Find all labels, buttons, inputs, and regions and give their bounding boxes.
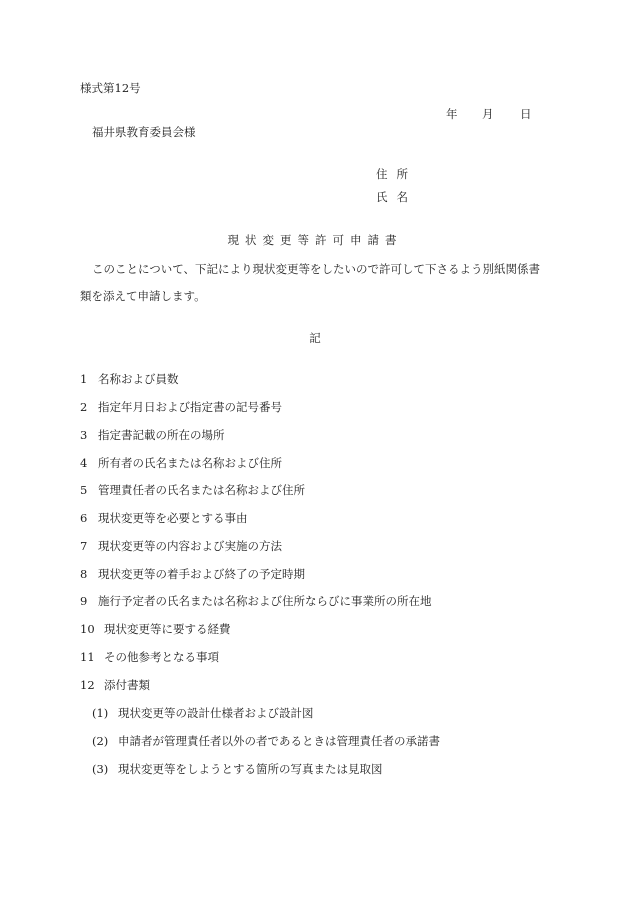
- list-item: [80, 622, 231, 636]
- ki-heading: 記: [309, 331, 321, 345]
- list-item: [80, 483, 305, 497]
- item-number: 11: [80, 650, 95, 664]
- item-number: 4: [80, 456, 88, 470]
- item-text: 管理責任者の氏名または名称および住所: [98, 483, 305, 497]
- item-number: 2: [80, 400, 88, 414]
- attachment-text: 申請者が管理責任者以外の者であるときは管理責任者の承諾書: [118, 734, 440, 748]
- list-item: [80, 428, 225, 442]
- item-number: 1: [80, 372, 88, 386]
- item-number: 8: [80, 567, 88, 581]
- item-text: その他参考となる事項: [104, 650, 219, 664]
- item-text: 添付書類: [104, 678, 150, 692]
- list-item: [80, 567, 305, 581]
- item-number: 6: [80, 511, 88, 525]
- list-item: [80, 511, 248, 525]
- item-text: 現状変更等の着手および終了の予定時期: [98, 567, 305, 581]
- attachment-number: (3): [92, 762, 109, 776]
- item-number: 5: [80, 483, 88, 497]
- item-number: 10: [80, 622, 95, 636]
- attachment-number: (2): [92, 734, 109, 748]
- address-label: 住所: [376, 167, 417, 181]
- item-number: 7: [80, 539, 88, 553]
- item-text: 現状変更等を必要とする事由: [98, 511, 248, 525]
- item-number: 9: [80, 594, 88, 608]
- date-line: [446, 107, 532, 121]
- body-text-line-2: 類を添えて申請します。: [80, 289, 206, 303]
- list-item: [80, 539, 282, 553]
- item-text: 現状変更等に要する経費: [104, 622, 231, 636]
- item-text: 現状変更等の内容および実施の方法: [98, 539, 282, 553]
- list-item: [80, 456, 282, 470]
- item-number: 12: [80, 678, 95, 692]
- item-text: 所有者の氏名または名称および住所: [98, 456, 282, 470]
- date-year-label: 年: [446, 107, 458, 121]
- item-number: 3: [80, 428, 88, 442]
- attachment-text: 現状変更等の設計仕様者および設計図: [118, 706, 314, 720]
- item-text: 指定書記載の所在の場所: [98, 428, 225, 442]
- attachment-item: [92, 706, 314, 720]
- document-title: 現状変更等許可申請書: [227, 233, 403, 247]
- attachment-item: [92, 734, 440, 748]
- date-day-label: 日: [520, 107, 532, 121]
- item-text: 名称および員数: [98, 372, 179, 386]
- attachment-item: [92, 762, 383, 776]
- addressee: 福井県教育委員会様: [92, 125, 196, 139]
- list-item: [80, 594, 432, 608]
- list-item: [80, 400, 282, 414]
- item-text: 指定年月日および指定書の記号番号: [98, 400, 282, 414]
- list-item: [80, 372, 179, 386]
- item-text: 施行予定者の氏名または名称および住所ならびに事業所の所在地: [98, 594, 432, 608]
- form-number: 様式第12号: [80, 81, 141, 95]
- date-month-label: 月: [482, 107, 494, 121]
- attachment-text: 現状変更等をしようとする箇所の写真または見取図: [118, 762, 383, 776]
- name-label: 氏名: [376, 190, 417, 204]
- list-item: [80, 678, 150, 692]
- attachment-number: (1): [92, 706, 109, 720]
- body-text-line-1: このことについて、下記により現状変更等をしたいので許可して下さるよう別紙関係書: [92, 262, 541, 276]
- list-item: [80, 650, 219, 664]
